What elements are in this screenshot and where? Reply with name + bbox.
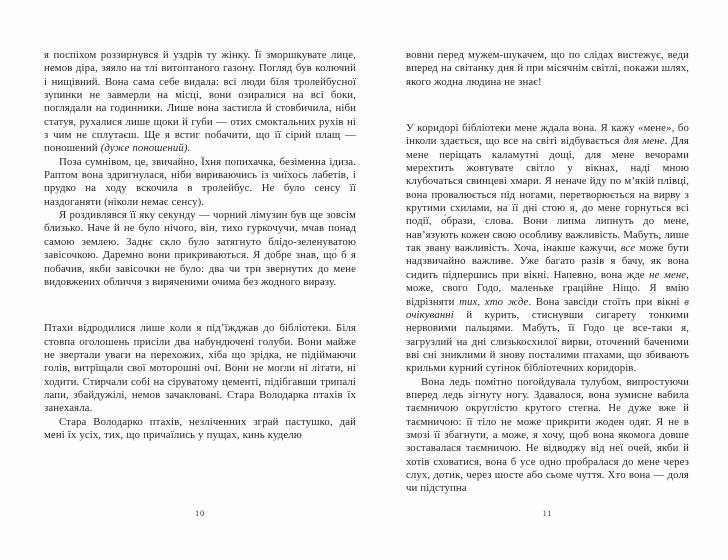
paragraph <box>406 376 689 496</box>
text-run: . Вона завсіди стоїть при вікні <box>528 295 685 308</box>
text-run: вовни перед мужем-шукачем, що по слідах вистежує, веди вперед на світанку дня й при місячнім світлі, покажи шлях, якого жодна людина не знає! <box>406 49 689 88</box>
paragraph <box>44 416 356 443</box>
text-run: може бути надзвичайно важливе. Уже багато разів я бачу, як вона сидить підпершись при вікні. Напевно, вона жде <box>406 242 689 281</box>
text-run: , може, свого Годо, маленьке граційне Ніщо. Я вмію відрізняти <box>406 268 689 308</box>
italic-text-run: тих, хто жде <box>459 295 529 308</box>
text-run: Поза сумнівом, це, звичайно, Їхня попихачка, безіменна ідиза. Раптом вона здригнулася, ніби вириваючись із чиїхось лабетів, і прудко на ходу вскочила в тролейбус. Не було сенсу її наздоганяти (ніколи немає сенсу). <box>44 155 356 208</box>
italic-text-run: не мене <box>649 268 687 281</box>
text-run: я поспіхом роззирнувся й уздрів ту жінку. Її зморшкувате лице, немов діра, зяяло на тлі витоптаного газону. Погляд був колючий і нищівний. Вона сама себе видала: всі люди біля тролейбусної зупинки не завмерли на місці, вони озиралися на всі боки, поглядали на годинники. Лише вона застигла й стовбичила, ніби статуя, рухалися лише щоки й губи — отих смоктальних рухів ні з чим не сплутаєш. Ще я встиг побачити, що її сірий плащ — поношений <box>44 49 356 155</box>
paragraph <box>406 122 689 376</box>
paragraph <box>406 49 689 89</box>
right-page-text <box>406 49 689 496</box>
text-run: У коридорі бібліотеки мене ждала вона. Я кажу «мене», бо інколи здається, що все на світі відбувається <box>406 122 689 148</box>
paragraph <box>44 322 356 415</box>
text-run: Я роздивлявся її яку секунду — чорний лімузин був ще зовсім близько. Наче й не було нічого, він, тихо гуркочучи, мчав понад самою землею. Заднє скло було затягнуто блідо-зеленуватою завісочкою. Даремно вони прикриваються. Я добре знав, що́ б я побачив, якби завісочки не було: два чи три звернутих до мене видовжених обличчя з виряченими очима без жодного виразу. <box>44 209 356 288</box>
left-page-number: 10 <box>194 508 206 518</box>
paragraph <box>44 156 356 209</box>
text-run: й курить, стиснувши сигарету тонкими нервовими пальцями. Мабуть, її Годо це все-таки я, загрузлий на дні слизькосхилої вирви, оточений баченими вві сні зниклими й знову посталими птахами, що збивають крильми курний сутінок бібліотечних коридорів. <box>406 308 689 375</box>
left-page-text <box>44 49 356 442</box>
text-run: Вона ледь помітно погойдувала тулубом, випростуючи вперед ледь зігнуту ногу. Здавалося, вона зумисне вабила таємничою округлістю крутого стегна. Не дуже вже й таємничою: її тіло не може прикрити жоден одяг. Я не в змозі її збагнути, а може, я хочу, щоб вона якомога довше зоставалася таємничою. Не відводжу від неї очей, якби й хотів сховатися, вона б усе одно пробралася до мене через слух, дотик, через шосте або сьоме чуття. Хто вона — доля чи підступна <box>406 375 689 495</box>
text-run: Птахи відродилися лише коли я під’їжджав до бібліотеки. Біля стовпа оголошень присіли два набундючені голуби. Вони майже не звертали уваги на перехожих, хіба що зрідка, не підіймаючи голів, витріщали свої моторошні очі. Вони не могли ні літати, ні ходити. Стирчали собі на сіруватому цементі, підібгавши трипалі лапи, збайдужілі, немов зачакловані. Стара Володарка птахів їх занехаяла. <box>44 322 356 415</box>
italic-text-run: для мене <box>623 135 665 148</box>
italic-text-run: все <box>620 242 636 255</box>
paragraph <box>44 209 356 289</box>
text-run: Стара Володарко птахів, незліченних зграй пастушко, дай мені їх усіх, тих, що причаїлись у пущах, кинь куделю <box>44 415 356 441</box>
italic-text-run: в очікуванні <box>406 295 689 321</box>
paragraph <box>44 49 356 156</box>
italic-text-run: (дуже поношений). <box>100 142 191 155</box>
right-page-number: 11 <box>542 508 553 518</box>
text-run: . Для мене періщать каламутні дощі, для мене вечорами мерехтить жовтувате світло у вікнах, наді мною клубочаться свинцеві хмари. Я неначе йду по м’якій плівці, вона провалюється під ногами, перетворюється на вирву з крутими схилами, на її дні стою я, до мене горнуться всі події, о́брази, слова. Вони липма липнуть до мене, нав’язують кожен свою особливу важливість. Мабуть, лише так звану важливість. Хоча, інакше кажучи, <box>406 135 689 255</box>
